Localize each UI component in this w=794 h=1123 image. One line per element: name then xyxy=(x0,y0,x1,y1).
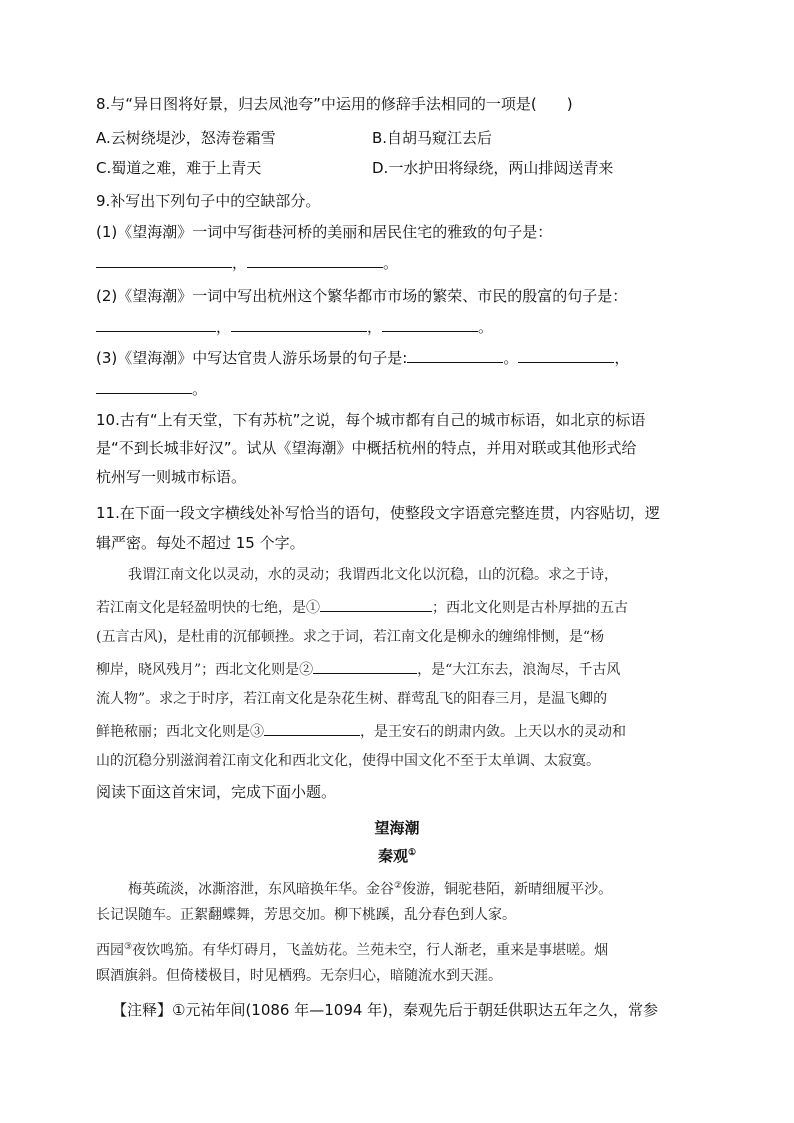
q11-line-1: 11.在下面一段文字横线处补写恰当的语句，使整段文字语意完整连贯，内容贴切，逻 xyxy=(96,504,660,522)
answer-blank[interactable] xyxy=(407,347,503,363)
q10-line-2: 是“不到长城非好汉”。试从《望海潮》中概括杭州的特点，并用对联或其他形式给 xyxy=(96,439,637,457)
poem-line-1: 梅英疏淡，冰澌溶泄，东风暗换年华。金谷②俊游，铜驼巷陌，新晴细履平沙。 xyxy=(128,881,613,898)
answer-blank-1[interactable] xyxy=(320,596,432,612)
q9-part-2: (2)《望海潮》一词中写出杭州这个繁华都市市场的繁荣、市民的殷富的句子是： xyxy=(96,287,628,305)
poem-author: 秦观① xyxy=(377,847,417,865)
q11-passage-line-1: 我谓江南文化以灵动，水的灵动；我谓西北文化以沉稳，山的沉稳。求之于诗， xyxy=(128,567,618,583)
answer-blank[interactable] xyxy=(518,347,614,363)
q9-part-3-line: (3)《望海潮》中写达官贵人游乐场景的句子是: 。 ， xyxy=(96,349,630,367)
answer-blank[interactable] xyxy=(96,252,232,268)
answer-blank-3[interactable] xyxy=(264,720,360,736)
q8-option-b: B.自胡马窥江去后 xyxy=(372,129,493,147)
q8-option-a: A.云树绕堤沙，怒涛卷霜雪 xyxy=(96,129,276,147)
q11-passage-line-7: 山的沉稳分别滋润着江南文化和西北文化，使得中国文化不至于太单调、太寂寞。 xyxy=(96,753,600,769)
answer-blank[interactable] xyxy=(247,252,383,268)
poem-line-4: 暝酒旗斜。但倚楼极目，时见栖鸦。无奈归心，暗随流水到天涯。 xyxy=(96,968,502,984)
q9-part-3: (3)《望海潮》中写达官贵人游乐场景的句子是: xyxy=(96,349,408,367)
annotation-note: 【注释】①元祐年间(1086 年—1094 年)，秦观先后于朝廷供职达五年之久，常参 xyxy=(112,1001,659,1019)
q10-line-1: 10.古有“上有天堂，下有苏杭”之说，每个城市都有自己的城市标语，如北京的标语 xyxy=(96,411,646,429)
q11-line-2: 辑严密。每处不超过 15 个字。 xyxy=(96,534,305,552)
q11-passage-line-5: 流人物”。求之于时序，若江南文化是杂花生树、群莺乱飞的阳春三月，是温飞卿的 xyxy=(96,691,608,707)
q8-stem: 8.与“异日图将好景，归去凤池夸”中运用的修辞手法相同的一项是( ) xyxy=(96,95,573,113)
answer-blank[interactable] xyxy=(231,316,367,332)
q9-part-1-answer-line: ， 。 xyxy=(96,252,398,273)
q11-passage-line-2: 若江南文化是轻盈明快的七绝，是① ；西北文化则是古朴厚拙的五古 xyxy=(96,596,628,618)
q8-option-c: C.蜀道之难，难于上青天 xyxy=(96,159,262,177)
q11-passage-line-3: (五言古风)，是杜甫的沉郁顿挫。求之于词，若江南文化是柳永的缠绵悱恻，是“杨 xyxy=(96,629,605,645)
answer-blank[interactable] xyxy=(96,378,192,394)
q10-line-3: 杭州写一则城市标语。 xyxy=(96,468,247,486)
poem-line-3: 西园③夜饮鸣笳。有华灯碍月，飞盖妨花。兰苑未空，行人渐老，重来是事堪嗟。烟 xyxy=(96,942,609,959)
q9-part-2-answer-line: ， ， 。 xyxy=(96,316,493,337)
answer-blank[interactable] xyxy=(382,316,478,332)
answer-blank[interactable] xyxy=(96,316,216,332)
q11-passage-line-6: 鲜艳秾丽；西北文化则是③ ，是王安石的朗肃内敛。上天以水的灵动和 xyxy=(96,720,626,742)
q8-option-d: D.一水护田将绿绕，两山排闼送青来 xyxy=(372,159,614,177)
q9-part-1: (1)《望海潮》一词中写街巷河桥的美丽和居民住宅的雅致的句子是： xyxy=(96,223,553,241)
q9-part-3-answer-line: 。 xyxy=(96,378,207,399)
q11-passage-line-4: 柳岸，晓风残月”；西北文化则是② ，是“大江东去，浪淘尽，千古风 xyxy=(96,658,620,680)
reading-intro: 阅读下面这首宋词，完成下面小题。 xyxy=(96,783,337,801)
poem-title: 望海潮 xyxy=(374,819,420,837)
q9-stem: 9.补写出下列句子中的空缺部分。 xyxy=(96,192,321,210)
answer-blank-2[interactable] xyxy=(313,658,417,674)
poem-line-2: 长记误随车。正絮翻蝶舞，芳思交加。柳下桃蹊，乱分春色到人家。 xyxy=(96,907,516,923)
